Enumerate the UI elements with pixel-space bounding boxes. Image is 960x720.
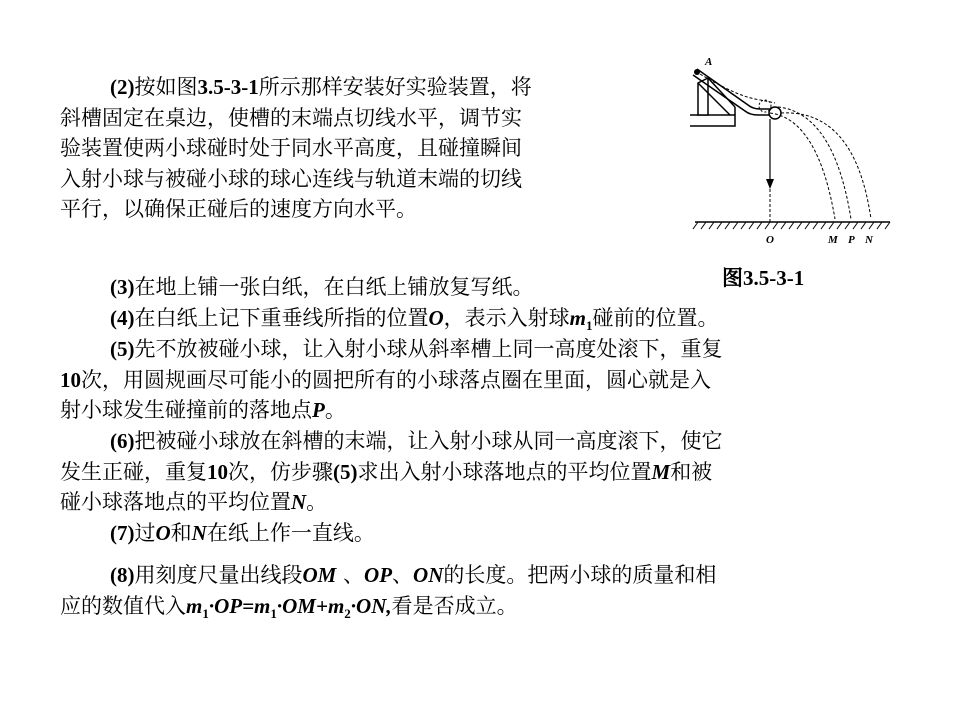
step-2-line-1: (2)按如图3.5-3-1所示那样安装好实验装置，将 [110,75,532,99]
step-4-paragraph: (4)在白纸上记下重垂线所指的位置O，表示入射球$m_1$碰前的位置。 [110,306,719,334]
ball-at-a [694,69,700,75]
step-7-paragraph: (7)过O和N在纸上作一直线。 [110,521,375,545]
step-2-line-4: 入射小球与被碰小球的球心连线与轨道末端的切线 [60,166,522,191]
step-8-paragraph: (8)用刻度尺量出线段OM 、OP、ON的长度。把两小球的质量和相 应的数值代入$m_1\cdot OP=m_1\cdot OM+m_2\cdot ON$,看是否成立。 [60,560,895,629]
step-2-line-2: 斜槽固定在桌边，使槽的末端点切线水平，调节实 [60,105,522,130]
step-2-line-3: 验装置使两小球碰时处于同水平高度，且碰撞瞬间 [60,136,522,160]
trajectory-m [770,113,835,219]
plumb-arrow [766,179,774,189]
label-p: P [848,234,855,246]
step-6-paragraph: (6)把被碰小球放在斜槽的末端，让入射小球从同一高度滚下，使它 发生正碰，重复10次，仿步骤(5)求出入射小球落地点的平均位置M和被 碰小球落地点的平均位置N。 [60,429,723,514]
step-3-paragraph: (3)在地上铺一张白纸，在白纸上铺放复写纸。 [110,275,534,299]
ground-hatching [693,222,890,229]
step-2-line-5: 平行，以确保正碰后的速度方向水平。 [60,197,417,221]
trajectory-p [778,107,851,219]
momentum-equation-line: 应的数值代入$m_1\cdot OP=m_1\cdot OM+m_2\cdot ON$,看是否成立。 [60,593,518,621]
trajectory-n [781,113,871,219]
step-5-paragraph: (5)先不放被碰小球，让入射小球从斜率槽上同一高度处滚下，重复 10次，用圆规画尽可能小的圆把所有的小球落点圈在里面，圆心就是入 射小球发生碰撞前的落地点P。 [60,337,723,422]
table-stand [690,78,735,126]
label-a: A [705,56,713,68]
figure-caption: 图3.5-3-1 [722,266,805,290]
apparatus-figure [690,55,895,250]
label-n: N [865,234,873,246]
label-m: M [828,234,838,246]
label-o: O [766,234,774,246]
step-2-paragraph [60,72,650,225]
